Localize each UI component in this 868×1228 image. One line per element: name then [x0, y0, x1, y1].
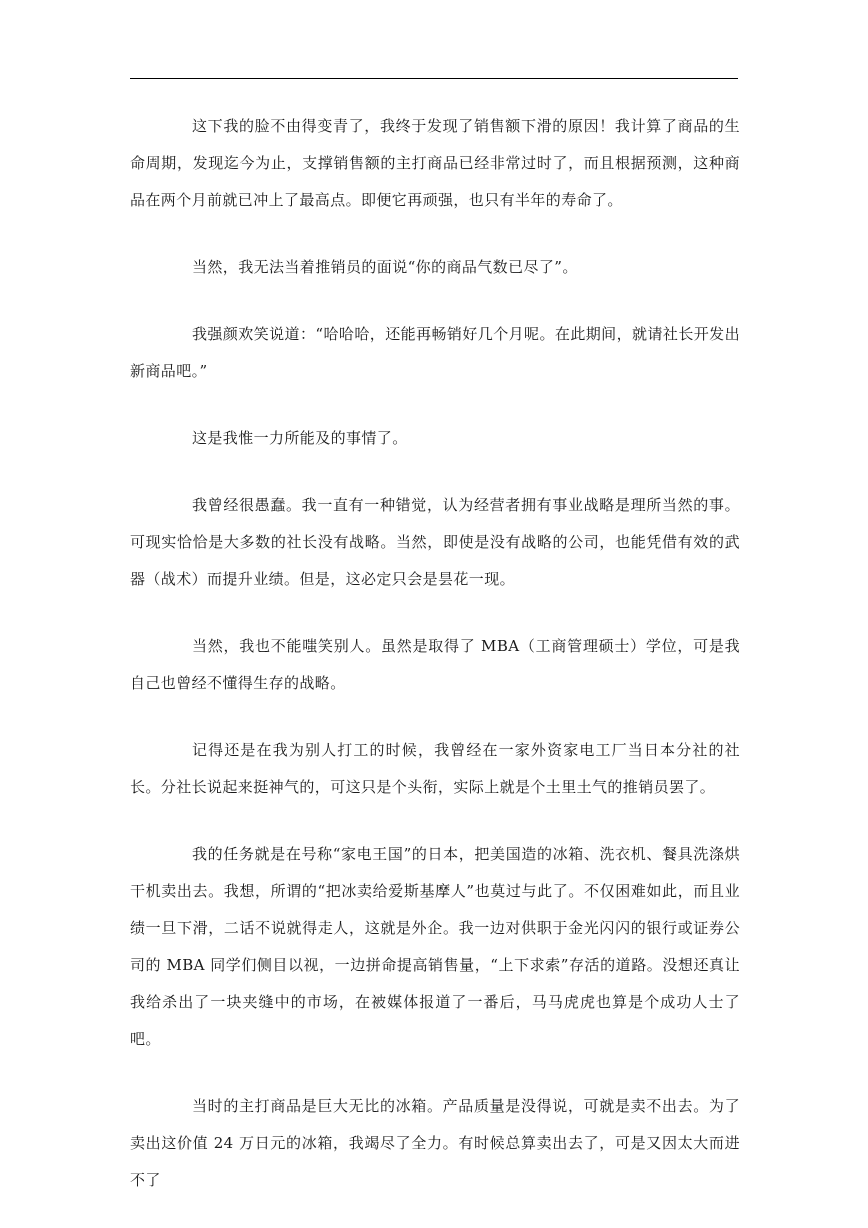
paragraph-7: 记得还是在我为别人打工的时候，我曾经在一家外资家电工厂当日本分社的社长。分社长说起来挺神气的，可这只是个头衔，实际上就是个土里土气的推销员罢了。 [130, 741, 740, 796]
paragraph-9: 当时的主打商品是巨大无比的冰箱。产品质量是没得说，可就是卖不出去。为了卖出这价值 24 万日元的冰箱，我竭尽了全力。有时候总算卖出去了，可是又因太大而进不了 [130, 1097, 740, 1189]
paragraph-1: 这下我的脸不由得变青了，我终于发现了销售额下滑的原因！我计算了商品的生命周期，发现迄今为止，支撑销售额的主打商品已经非常过时了，而且根据预测，这种商品在两个月前就已冲上了最高点。即便它再顽强，也只有半年的寿命了。 [130, 117, 740, 209]
paragraph-2: 当然，我无法当着推销员的面说“你的商品气数已尽了”。 [192, 258, 578, 276]
paragraph-4: 这是我惟一力所能及的事情了。 [192, 429, 408, 447]
document-body [130, 108, 740, 1199]
paragraph-8: 我的任务就是在号称“家电王国”的日本，把美国造的冰箱、洗衣机、餐具洗涤烘干机卖出去。我想，所谓的“把冰卖给爱斯基摩人”也莫过与此了。不仅困难如此，而且业绩一旦下滑，二话不说就得走人，这就是外企。我一边对供职于金光闪闪的银行或证券公司的 MBA 同学们侧目以视，一边拼命提高销售量，“上下求索”存活的道路。没想还真让我给杀出了一块夹缝中的市场，在被媒体报道了一番后，马马虎虎也算是个成功人士了吧。 [130, 845, 740, 1048]
paragraph-5: 我曾经很愚蠢。我一直有一种错觉，认为经营者拥有事业战略是理所当然的事。可现实恰恰是大多数的社长没有战略。当然，即使是没有战略的公司，也能凭借有效的武器（战术）而提升业绩。但是，这必定只会是昙花一现。 [130, 496, 740, 588]
header-rule [130, 78, 738, 79]
paragraph-6: 当然，我也不能嗤笑别人。虽然是取得了 MBA（工商管理硕士）学位，可是我自己也曾经不懂得生存的战略。 [130, 637, 740, 692]
paragraph-3: 我强颜欢笑说道：“哈哈哈，还能再畅销好几个月呢。在此期间，就请社长开发出新商品吧。” [130, 325, 740, 380]
